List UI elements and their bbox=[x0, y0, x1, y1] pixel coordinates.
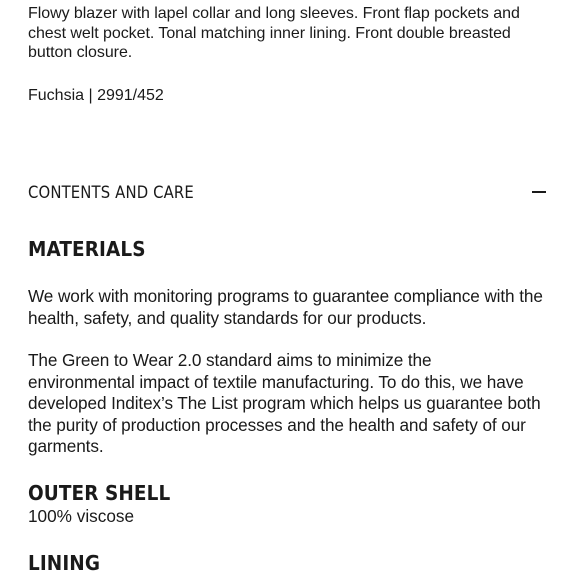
contents-and-care-toggle[interactable] bbox=[28, 180, 546, 204]
lining-heading-block bbox=[28, 551, 550, 575]
outer-shell-heading: OUTER SHELL bbox=[28, 481, 171, 505]
lining-heading: LINING bbox=[28, 551, 101, 575]
materials-paragraph-2-block bbox=[28, 350, 542, 458]
materials-heading: MATERIALS bbox=[28, 237, 146, 261]
materials-paragraph-1: We work with monitoring programs to guarantee compliance with the health, safety, and quality standards for our products. bbox=[28, 286, 543, 328]
materials-heading-block bbox=[28, 237, 550, 261]
minus-icon[interactable] bbox=[532, 191, 546, 193]
product-color-reference: Fuchsia | 2991/452 bbox=[28, 87, 164, 104]
product-description: Flowy blazer with lapel collar and long sleeves. Front flap pockets and chest welt pocket. Tonal matching inner lining. Front double breasted button closure. bbox=[28, 5, 520, 61]
materials-paragraph-1-block bbox=[28, 286, 550, 329]
outer-shell-value: 100% viscose bbox=[28, 506, 135, 526]
contents-and-care-title: CONTENTS AND CARE bbox=[28, 182, 194, 202]
materials-paragraph-2: The Green to Wear 2.0 standard aims to minimize the environmental impact of textile manufacturing. To do this, we have developed Inditex’s The List program which helps us guarantee both the purity of production processes and the health and safety of our garments. bbox=[28, 350, 541, 456]
outer-shell-value-block bbox=[28, 506, 550, 527]
outer-shell-heading-block bbox=[28, 481, 550, 505]
